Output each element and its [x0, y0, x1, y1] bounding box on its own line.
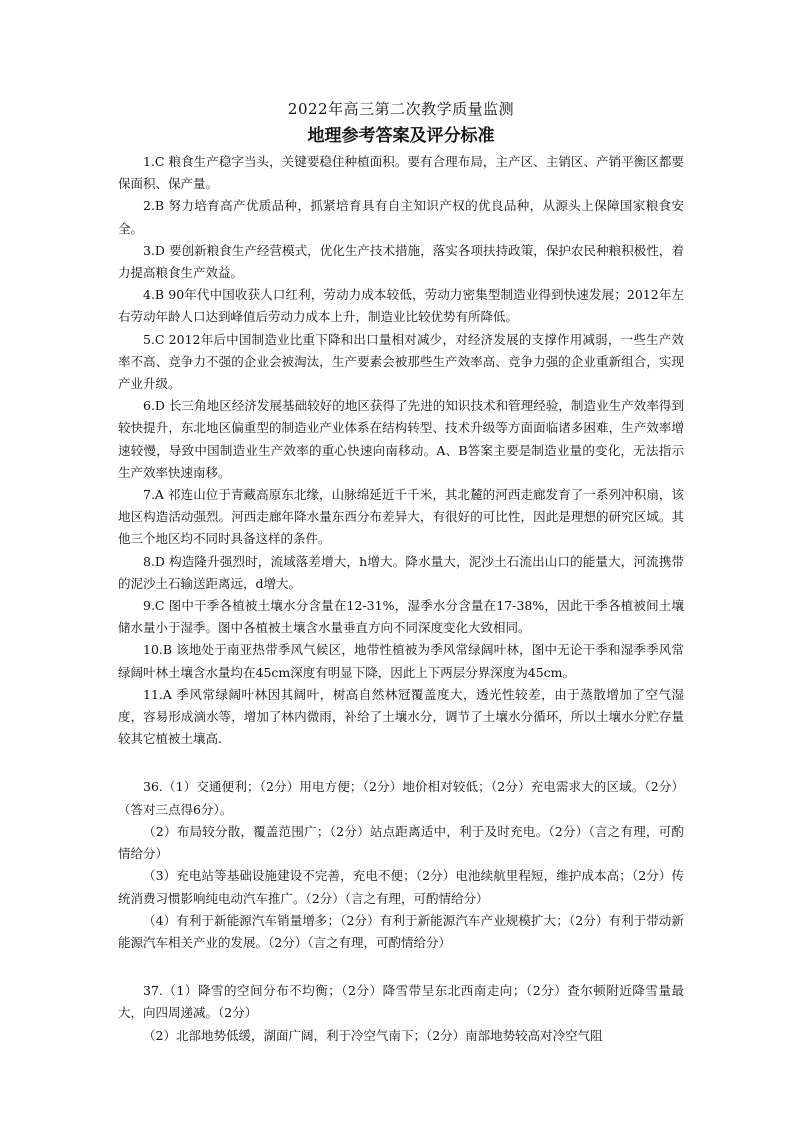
- answer-5: 5.C 2012年后中国制造业比重下降和出口量相对减少，对经济发展的支撑作用减弱，一些生产效率不高、竞争力不强的企业会被淘汰，生产要素会被那些生产效率高、竞争力强的企业重新组合，实现产业升级。: [118, 331, 684, 392]
- question-36-answers: [118, 776, 684, 954]
- answer-10: 10.B 该地处于南亚热带季风气候区，地带性植被为季风常绿阔叶林，图中无论干季和湿季季风常绿阔叶林土壤含水量均在45cm深度有明显下降，因此上下两层分界深度为45cm。: [118, 642, 684, 680]
- answer-4: 4.B 90年代中国收获人口红利，劳动力成本较低，劳动力密集型制造业得到快速发展；2012年左右劳动年龄人口达到峰值后劳动力成本上升，制造业比较优势有所降低。: [118, 287, 684, 325]
- document-page: [118, 98, 684, 1047]
- answer-3: 3.D 要创新粮食生产经营模式，优化生产技术措施，落实各项扶持政策，保护农民种粮积极性，着力提高粮食生产效益。: [118, 242, 684, 281]
- answer-8: 8.D 构造隆升强烈时，流域落差增大，h增大。降水量大，泥沙土石流出山口的能量大，河流携带的泥沙土石输送距离远，d增大。: [118, 553, 684, 591]
- multiple-choice-answers: [118, 151, 684, 750]
- answer-6: 6.D 长三角地区经济发展基础较好的地区获得了先进的知识技术和管理经验，制造业生产效率得到较快提升，东北地区偏重型的制造业产业体系在结构转型、技术升级等方面面临诸多困难，生产效率增速较慢，导致中国制造业生产效率的重心快速向南移动。A、B答案主要是制造业量的变化，无法指示生产效率快速南移。: [118, 398, 684, 480]
- q36-part-2: （2）布局较分散，覆盖范围广；（2分）站点距离适中，利于及时充电。（2分）（言之有理，可酌情给分）: [118, 823, 684, 862]
- q36-part-4: （4）有利于新能源汽车销量增多；（2分）有利于新能源汽车产业规模扩大；（2分）有利于带动新能源汽车相关产业的发展。（2分）（言之有理，可酌情给分）: [118, 912, 684, 950]
- q37-part-2: （2）北部地势低缓，湖面广阔，利于冷空气南下；（2分）南部地势较高对冷空气阻: [143, 1027, 603, 1043]
- answer-2: 2.B 努力培育高产优质品种，抓紧培育具有自主知识产权的优良品种，从源头上保障国家粮食安全。: [118, 198, 684, 236]
- question-37-answers: [118, 980, 684, 1047]
- answer-11: 11.A 季风常绿阔叶林因其阔叶，树高自然林冠覆盖度大，透光性较差，由于蒸散增加了空气湿度，容易形成滴水等，增加了林内微雨，补给了土壤水分，调节了土壤水分循环，所以土壤水分贮存量较其它植被土壤高.: [118, 686, 684, 747]
- q37-part-1: 37.（1）降雪的空间分布不均衡；（2分）降雪带呈东北西南走向；（2分）查尔顿附近降雪量最大，向四周递减。（2分）: [118, 983, 684, 1021]
- q36-part-1: 36.（1）交通便利；（2分）用电方便；（2分）地价相对较低；（2分）充电需求大的区域。（2分）（答对三点得6分）。: [118, 779, 684, 817]
- answer-7: 7.A 祁连山位于青藏高原东北缘，山脉绵延近千千米，其北麓的河西走廊发育了一系列冲积扇，该地区构造活动强烈。河西走廊年降水量东西分布差异大，有很好的可比性，因此是理想的研究区域。其他三个地区均不同时具备这样的条件。: [118, 487, 684, 547]
- section-spacer: [118, 954, 684, 980]
- section-spacer: [118, 750, 684, 776]
- page-subtitle: 地理参考答案及评分标准: [307, 126, 495, 146]
- q36-part-3: （3）充电站等基础设施建设不完善，充电不便；（2分）电池续航里程短，维护成本高；（2分）传统消费习惯影响纯电动汽车推广。（2分）（言之有理，可酌情给分）: [118, 868, 684, 906]
- answer-9: 9.C 图中干季各植被土壤水分含量在12-31%，湿季水分含量在17-38%，因此干季各植被间土壤储水量小于湿季。图中各植被土壤含水量垂直方向不同深度变化大致相同。: [118, 598, 684, 636]
- page-title: 2022年高三第二次教学质量监测: [287, 100, 515, 118]
- answer-1: 1.C 粮食生产稳字当头，关键要稳住种植面积。要有合理布局，主产区、主销区、产销平衡区都要保面积、保产量。: [118, 154, 684, 192]
